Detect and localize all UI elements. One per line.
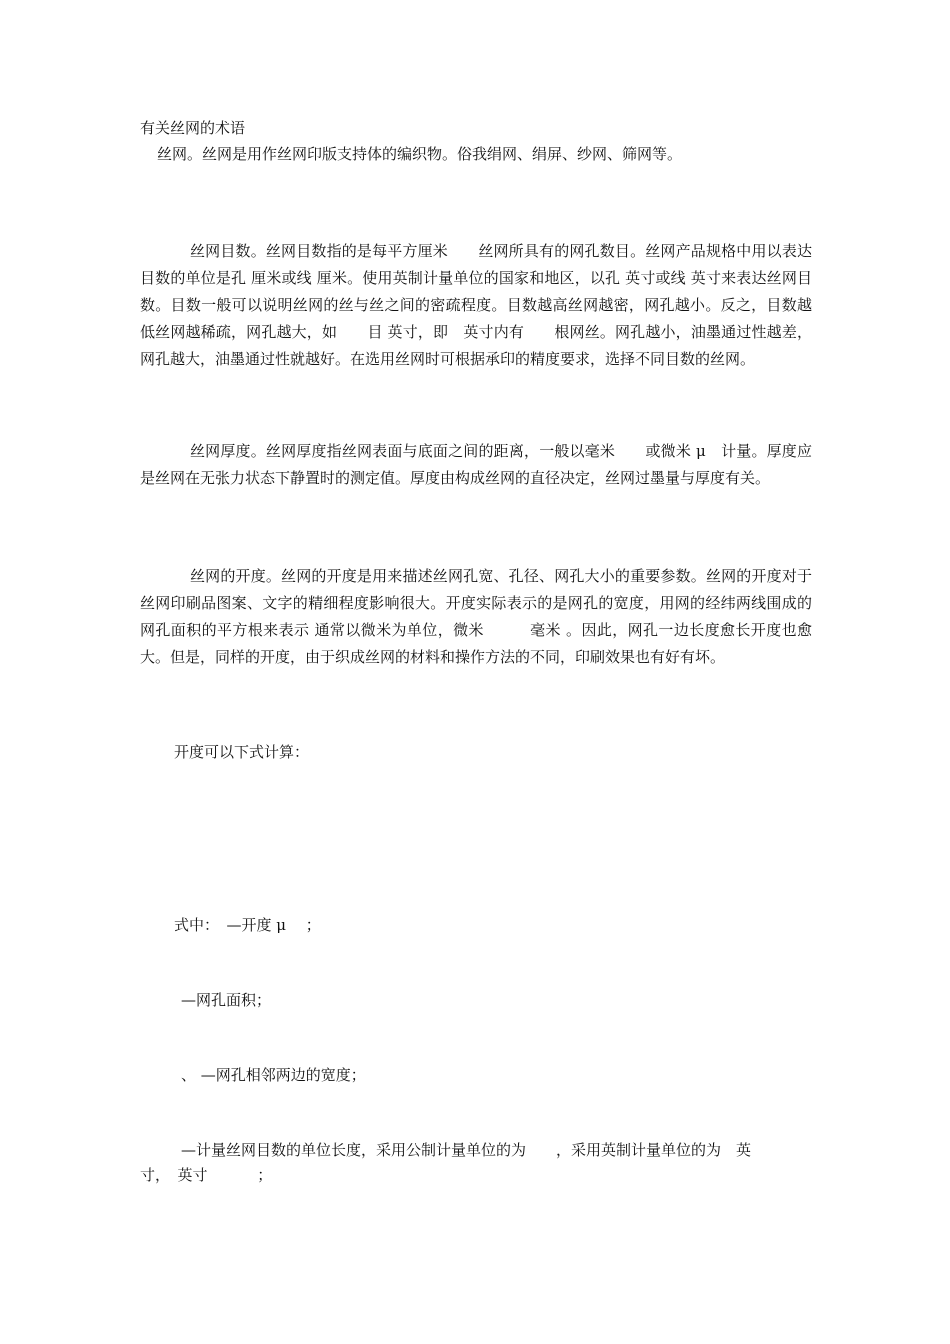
- thickness-paragraph: 丝网厚度。丝网厚度指丝网表面与底面之间的距离，一般以毫米 或微米 μ 计量。厚度应是丝网在无张力状态下静置时的测定值。厚度由构成丝网的直径决定，丝网过墨量与厚度有关。: [140, 442, 812, 487]
- definition-unit-line-2: 寸， 英寸 ；: [140, 1166, 273, 1184]
- intro-paragraph: 丝网。丝网是用作丝网印版支持体的编织物。俗我绢网、绢屏、纱网、筛网等。: [157, 145, 683, 163]
- definition-area: —网孔面积；: [181, 991, 272, 1009]
- definition-unit-line-1: —计量丝网目数的单位长度，采用公制计量单位的为 ，采用英制计量单位的为 英: [181, 1141, 752, 1159]
- formula-intro: 开度可以下式计算：: [174, 743, 310, 761]
- mesh-count-paragraph: 丝网目数。丝网目数指的是每平方厘米 丝网所具有的网孔数目。丝网产品规格中用以表达目数的单位是孔 厘米或线 厘米。使用英制计量单位的国家和地区，以孔 英寸或线 英寸来表达丝网目数。目数一般可以说明丝网的丝与丝之间的密疏程度。目数越高丝网越密，网孔越小。反之，目数越低丝网越稀疏，网孔越大，如 目 英寸，即 英寸内有 根网丝。网孔越小，油墨通过性越差，网孔越大，油墨通过性就越好。在选用丝网时可根据承印的精度要求，选择不同目数的丝网。: [140, 242, 812, 368]
- opening-paragraph: 丝网的开度。丝网的开度是用来描述丝网孔宽、孔径、网孔大小的重要参数。丝网的开度对于丝网印刷品图案、文字的精细程度影响很大。开度实际表示的是网孔的宽度，用网的经纬两线围成的网孔面积的平方根来表示 通常以微米为单位，微米 毫米 。因此，网孔一边长度愈长开度也愈大。但是，同样的开度，由于织成丝网的材料和操作方法的不同，印刷效果也有好有坏。: [140, 567, 812, 666]
- where-line: 式中： —开度 μ ；: [174, 916, 321, 934]
- doc-title: 有关丝网的术语: [140, 119, 246, 137]
- definition-sides: 、 —网孔相邻两边的宽度；: [181, 1066, 366, 1084]
